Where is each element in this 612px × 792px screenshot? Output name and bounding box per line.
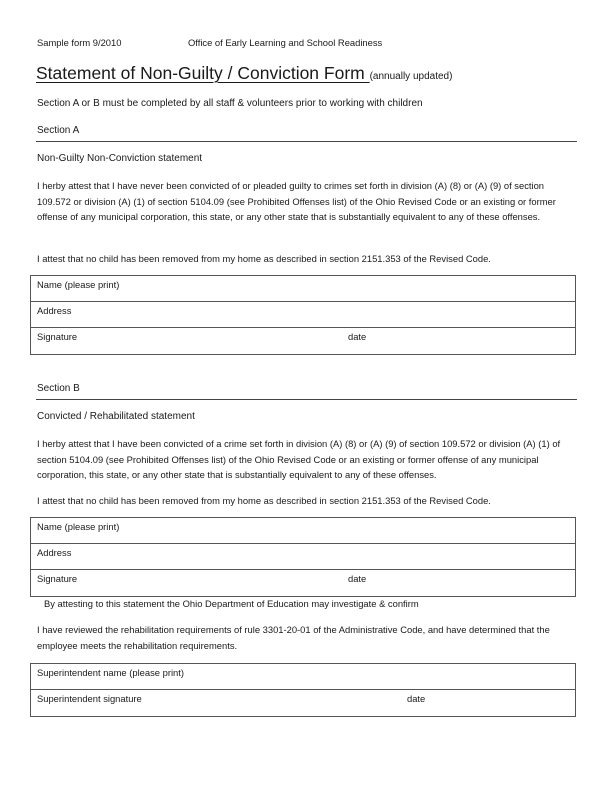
date-label: date	[348, 573, 367, 584]
address-label: Address	[37, 547, 72, 558]
address-label: Address	[37, 305, 72, 316]
section-a-attestation: I herby attest that I have never been convicted of or pleaded guilty to crimes set forth in division (A) (8) or (A) (9) of section 109.572 or division (A) (1) of section 5104.09 (see Prohibited Offenses list) of the Ohio Revised Code or an existing or former offense of any municipal corporation, this state, or any other state that is substantially equivalent to any of these offenses.	[37, 180, 556, 222]
section-b-signature-row	[31, 570, 575, 596]
form-version: Sample form 9/2010	[37, 37, 122, 48]
office-name: Office of Early Learning and School Readiness	[188, 37, 383, 48]
date-label: date	[348, 331, 367, 342]
superintendent-signature-label: Superintendent signature	[37, 693, 142, 704]
name-label: Name (please print)	[37, 279, 120, 290]
superintendent-name-label: Superintendent name (please print)	[37, 667, 184, 678]
title-subtitle: (annually updated)	[369, 71, 453, 82]
title-main: Statement of Non-Guilty / Conviction Form	[36, 63, 370, 83]
superintendent-signature-row	[31, 690, 575, 716]
superintendent-fields-table	[30, 663, 576, 717]
section-b-fields-table	[30, 517, 576, 597]
superintendent-date-label: date	[407, 693, 426, 704]
page-title	[36, 63, 452, 84]
intro-instruction: Section A or B must be completed by all staff & volunteers prior to working with children	[37, 98, 423, 109]
section-a-signature-row	[31, 328, 575, 354]
section-b-child-attestation: I attest that no child has been removed from my home as described in section 2151.353 of the Revised Code.	[37, 495, 491, 506]
section-a-fields-table	[30, 275, 576, 355]
signature-label: Signature	[37, 573, 78, 584]
section-a-divider	[36, 141, 577, 142]
section-b-subheading: Convicted / Rehabilitated statement	[37, 411, 195, 422]
rehabilitation-review-statement: I have reviewed the rehabilitation requirements of rule 3301-20-01 of the Administrative Code, and have determined that the employee meets the rehabilitation requirements.	[37, 624, 550, 651]
investigation-note: By attesting to this statement the Ohio Department of Education may investigate & confirm	[44, 598, 419, 609]
section-a-child-attestation: I attest that no child has been removed from my home as described in section 2151.353 of the Revised Code.	[37, 253, 491, 264]
section-b-divider	[36, 399, 577, 400]
signature-label: Signature	[37, 331, 78, 342]
section-b-name-field[interactable]	[31, 518, 575, 544]
section-a-label: Section A	[37, 125, 80, 136]
section-b-attestation: I herby attest that I have been convicted of a crime set forth in division (A) (8) or (A) (9) of section 109.572 or division (A) (1) of section 5104.09 (see Prohibited Offenses list) of the Ohio Revised Code or an existing or former offense of any municipal corporation, this state, or any other state that is substantially equivalent to any of these offenses.	[37, 438, 561, 480]
section-b-label: Section B	[37, 383, 80, 394]
section-a-name-field[interactable]	[31, 276, 575, 302]
superintendent-name-field[interactable]	[31, 664, 575, 690]
name-label: Name (please print)	[37, 521, 120, 532]
section-b-address-field[interactable]	[31, 544, 575, 570]
section-a-address-field[interactable]	[31, 302, 575, 328]
section-a-subheading: Non-Guilty Non-Conviction statement	[37, 153, 203, 164]
